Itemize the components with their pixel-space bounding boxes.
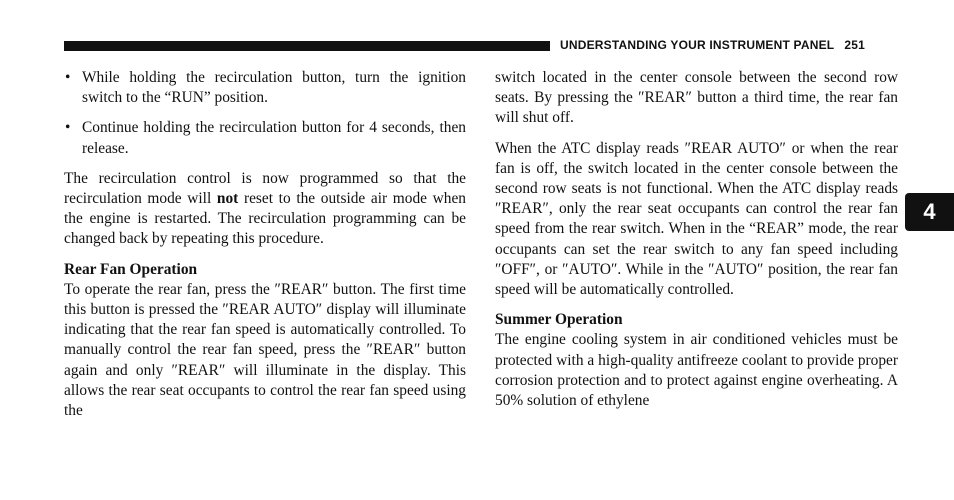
running-header [560, 38, 865, 52]
paragraph-text: reset to the outside air mode when the engine is restarted. The recirculation programming can be changed back by repeating this procedure. [64, 190, 466, 248]
paragraph-text: The recirculation control is now programmed so that the recirculation mode will [64, 169, 466, 208]
section-text: To operate the rear fan, press the ″REAR″ button. The first time this button is pressed the ″REAR AUTO″ display will illuminate indicating that the rear fan speed is automatically controlled. To manually control the rear fan speed, press the ″REAR″ button again and only ″REAR″ will illuminate in the display. This allows the rear seat occupants to control the rear fan speed using the [64, 280, 466, 420]
summer-section [495, 310, 898, 411]
bullet-item [64, 68, 466, 108]
rear-fan-section [64, 260, 466, 422]
bullet-dot-icon: • [65, 119, 71, 137]
page-number: 251 [844, 38, 865, 52]
right-column [495, 68, 898, 421]
bullet-dot-icon: • [65, 69, 71, 86]
atc-paragraph: When the ATC display reads ″REAR AUTO″ or when the rear fan is off, the switch located in the center console between the second row seats is not functional. When the ATC display reads ″REAR″, only the rear seat occupants can control the rear fan speed from the rear switch. When in the “REAR” mode, the rear occupants can set the rear switch to any fan speed including ″OFF″, or ″AUTO″. While in the ″AUTO″ position, the rear fan speed will be automatically controlled. [495, 139, 898, 299]
emphasis-text: not [216, 190, 239, 208]
chapter-tab: 4 [905, 193, 954, 231]
recirculation-paragraph [64, 169, 466, 250]
section-heading: Rear Fan Operation [64, 260, 198, 278]
section-heading: Summer Operation [495, 311, 623, 329]
left-column [64, 68, 466, 431]
bullet-text: While holding the recirculation button, turn the ignition switch to the “RUN” position. [82, 69, 466, 107]
bullet-item [64, 118, 466, 158]
continuation-paragraph: switch located in the center console between the second row seats. By pressing the ″REAR″ button a third time, the rear fan will shut off. [495, 69, 898, 127]
bullet-text: Continue holding the recirculation button for 4 seconds, then release. [82, 119, 466, 157]
header-rule [64, 41, 550, 51]
section-text: The engine cooling system in air conditioned vehicles must be protected with a high-quality antifreeze coolant to provide proper corrosion protection and to protect against engine overheating. A 50% solution of ethylene [495, 331, 898, 410]
header-title: UNDERSTANDING YOUR INSTRUMENT PANEL [560, 38, 835, 52]
